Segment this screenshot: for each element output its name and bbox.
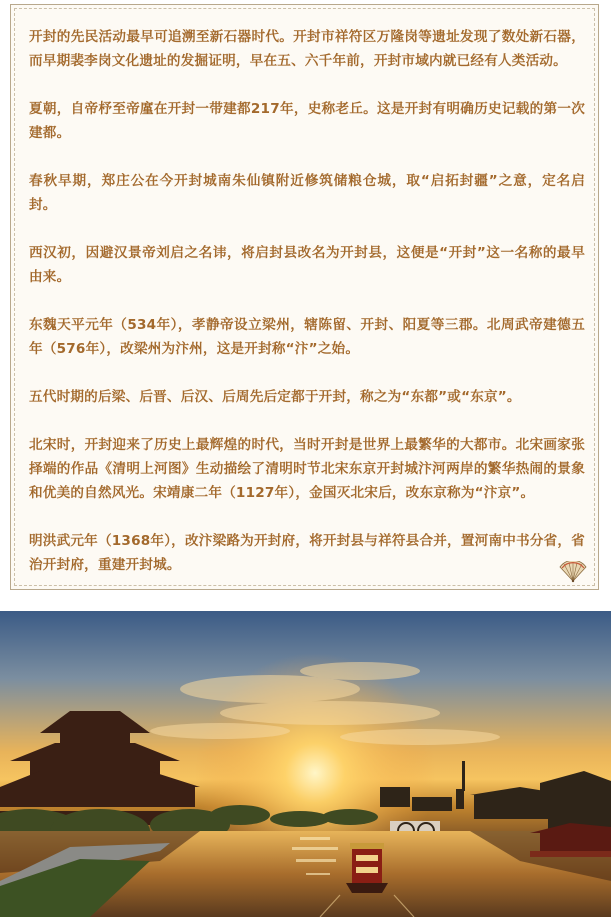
text-frame xyxy=(10,4,599,590)
paragraph-western-han: 西汉初，因避汉景帝刘启之名讳，将启封县改名为开封县，这便是“开封”这一名称的最早由来。 xyxy=(29,245,585,285)
paragraph-five-dynasties: 五代时期的后梁、后晋、后汉、后周先后定都于开封，称之为“东都”或“东京”。 xyxy=(29,389,521,405)
paragraph-northern-song: 北宋时，开封迎来了历史上最辉煌的时代，当时开封是世界上最繁华的大都市。北宋画家张择端的作品《清明上河图》生动描绘了清明时节北宋东京开封城汴河两岸的繁华热闹的景象和优美的自然风光。宋靖康二年（1127年），金国灭北宋后，改东京称为“汴京”。 xyxy=(29,437,585,501)
folding-fan-icon xyxy=(558,561,588,583)
history-text xyxy=(29,25,585,601)
paragraph-eastern-wei: 东魏天平元年（534年），孝静帝设立梁州，辖陈留、开封、阳夏等三郡。北周武帝建德五年（576年），改梁州为汴州，这是开封称“汴”之始。 xyxy=(29,317,585,357)
paragraph-xia: 夏朝，自帝杼至帝廑在开封一带建都217年，史称老丘。这是开封有明确历史记载的第一次建都。 xyxy=(29,101,585,141)
paragraph-ming: 明洪武元年（1368年），改汴梁路为开封府，将开封县与祥符县合并，置河南中书分省，省治开封府，重建开封城。 xyxy=(29,533,585,573)
paragraph-neolithic: 开封的先民活动最早可追溯至新石器时代。开封市祥符区万隆岗等遗址发现了数处新石器，而早期裴李岗文化遗址的发掘证明，早在五、六千年前，开封市域内就已经有人类活动。 xyxy=(29,29,585,69)
kaifeng-sunset-photo xyxy=(0,611,611,917)
paragraph-spring-autumn: 春秋早期，郑庄公在今开封城南朱仙镇附近修筑储粮仓城，取“启拓封疆”之意，定名启封。 xyxy=(29,173,585,213)
